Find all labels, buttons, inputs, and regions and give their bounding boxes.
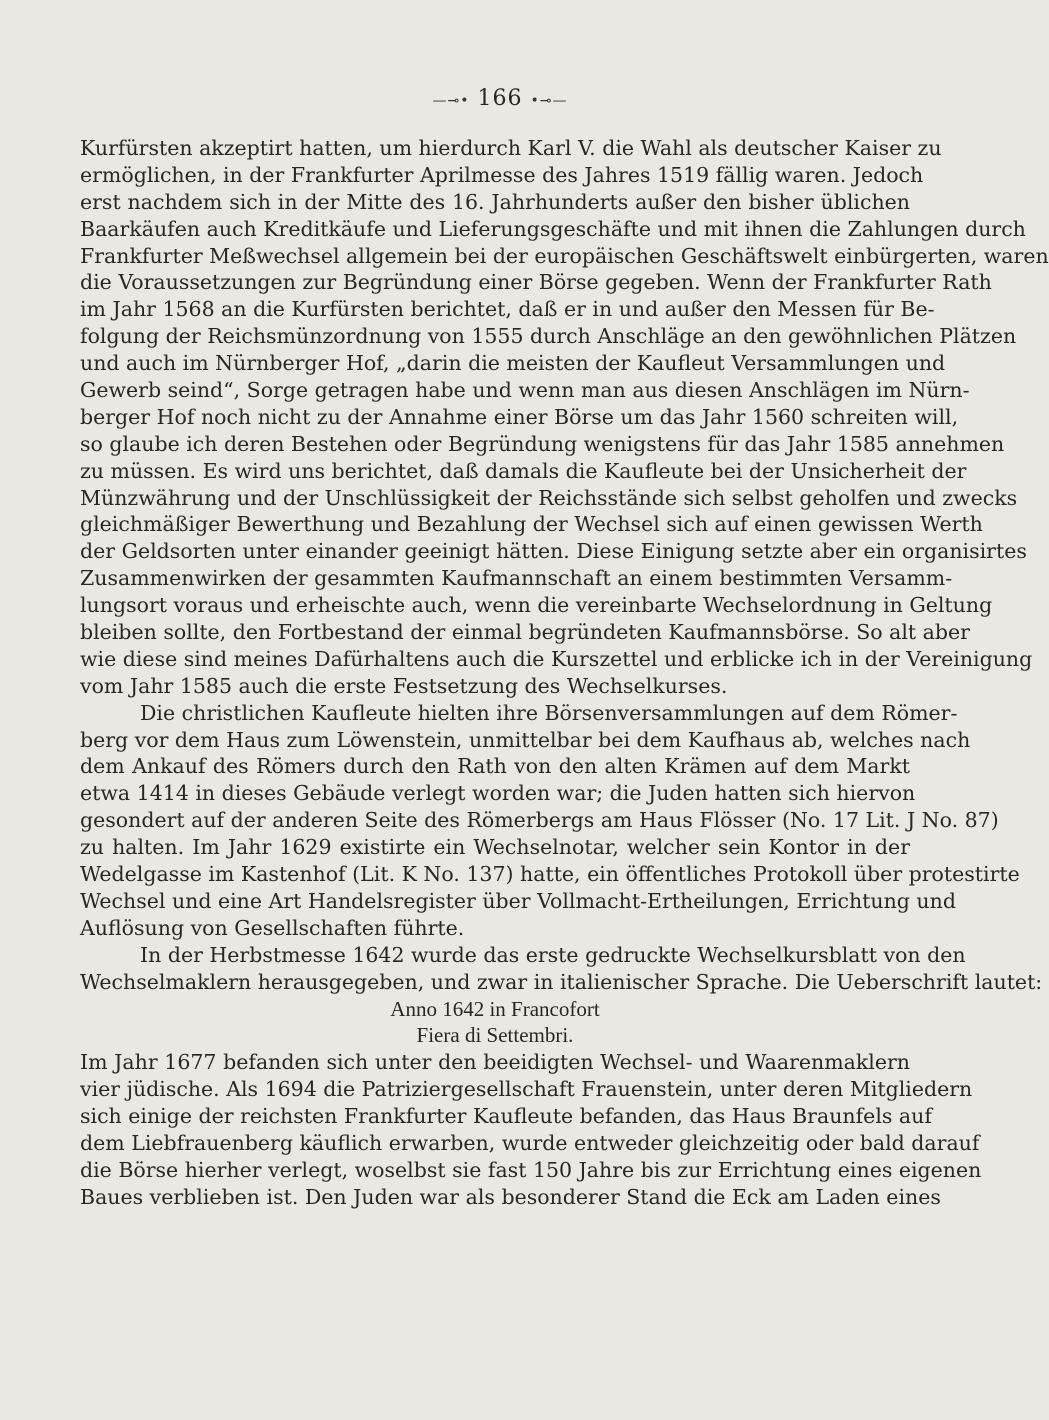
ornament-left-icon: —⊸•	[432, 93, 470, 109]
text-line: bleiben sollte, den Fortbestand der einmal begründeten Kaufmannsbörse. So alt aber	[80, 620, 970, 645]
text-line: dem Ankauf des Römers durch den Rath von den alten Krämen auf dem Markt	[80, 754, 910, 779]
heading-line: Anno 1642 in Francofort	[390, 996, 600, 1021]
text-line: Wedelgasse im Kastenhof (Lit. K No. 137) hatte, ein öffentliches Protokoll über protestirte	[80, 862, 1020, 887]
text-line: etwa 1414 in dieses Gebäude verlegt worden war; die Juden hatten sich hiervon	[80, 781, 916, 806]
text-line: so glaube ich deren Bestehen oder Begründung wenigstens für das Jahr 1585 annehmen	[80, 431, 1005, 456]
page-header	[0, 86, 1000, 111]
text-line: lungsort voraus und erheischte auch, wenn die vereinbarte Wechselordnung in Geltung	[80, 593, 993, 618]
text-line: Auflösung von Gesellschaften führte.	[80, 915, 465, 940]
text-line: und auch im Nürnberger Hof, „darin die meisten der Kaufleut Versammlungen und	[80, 351, 946, 376]
heading-line: Fiera di Settembri.	[416, 1023, 574, 1048]
text-line: In der Herbstmesse 1642 wurde das erste gedruckte Wechselkursblatt von den	[140, 942, 966, 967]
text-line: sich einige der reichsten Frankfurter Kaufleute befanden, das Haus Braunfels auf	[80, 1104, 932, 1129]
text-line: berger Hof noch nicht zu der Annahme einer Börse um das Jahr 1560 schreiten will,	[80, 404, 959, 429]
text-line: die Börse hierher verlegt, woselbst sie fast 150 Jahre bis zur Errichtung eines eigenen	[80, 1157, 982, 1182]
text-line: Wechselmaklern herausgegeben, und zwar in italienischer Sprache. Die Ueberschrift lautet:	[80, 969, 1043, 994]
text-line: vom Jahr 1585 auch die erste Festsetzung des Wechselkurses.	[80, 673, 728, 698]
text-line: vier jüdische. Als 1694 die Patriziergesellschaft Frauenstein, unter deren Mitgliedern	[80, 1077, 973, 1102]
text-line: Baarkäufen auch Kreditkäufe und Lieferungsgeschäfte und mit ihnen die Zahlungen durch	[80, 216, 1026, 241]
text-line: Zusammenwirken der gesammten Kaufmannschaft an einem bestimmten Versamm-	[80, 566, 953, 591]
text-line: dem Liebfrauenberg käuflich erwarben, wurde entweder gleichzeitig oder bald darauf	[80, 1130, 980, 1155]
text-line: Gewerb seind“, Sorge getragen habe und wenn man aus diesen Anschlägen im Nürn-	[80, 378, 970, 403]
text-line: zu müssen. Es wird uns berichtet, daß damals die Kaufleute bei der Unsicherheit der	[80, 458, 967, 483]
text-line: die Voraussetzungen zur Begründung einer Börse gegeben. Wenn der Frankfurter Rath	[80, 270, 992, 295]
text-line: erst nachdem sich in der Mitte des 16. Jahrhunderts außer den bisher üblichen	[80, 189, 910, 214]
text-line: Im Jahr 1677 befanden sich unter den beeidigten Wechsel- und Waarenmaklern	[80, 1050, 910, 1075]
text-line: berg vor dem Haus zum Löwenstein, unmittelbar bei dem Kaufhaus ab, welches nach	[80, 727, 971, 752]
text-line: zu halten. Im Jahr 1629 existirte ein Wechselnotar, welcher sein Kontor in der	[80, 835, 910, 860]
text-line: im Jahr 1568 an die Kurfürsten berichtet, daß er in und außer den Messen für Be-	[80, 297, 935, 322]
text-line: der Geldsorten unter einander geeinigt hätten. Diese Einigung setzte aber ein organisirtes	[80, 539, 1027, 564]
text-line: Kurfürsten akzeptirt hatten, um hierdurch Karl V. die Wahl als deutscher Kaiser zu	[80, 136, 942, 160]
text-line: Münzwährung und der Unschlüssigkeit der Reichsstände sich selbst geholfen und zwecks	[80, 485, 1018, 510]
text-line: gleichmäßiger Bewerthung und Bezahlung der Wechsel sich auf einen gewissen Werth	[80, 512, 983, 537]
text-line: Wechsel und eine Art Handelsregister über Vollmacht-Ertheilungen, Errichtung und	[80, 888, 956, 913]
body-text	[80, 135, 1049, 1211]
text-line: Baues verblieben ist. Den Juden war als besonderer Stand die Eck am Laden eines	[80, 1184, 941, 1209]
text-line: Die christlichen Kaufleute hielten ihre Börsenversammlungen auf dem Römer-	[140, 700, 958, 725]
text-line: folgung der Reichsmünzordnung von 1555 durch Anschläge an den gewöhnlichen Plätzen	[80, 324, 1017, 349]
page-number: 166	[477, 86, 523, 111]
text-line: ermöglichen, in der Frankfurter Aprilmesse des Jahres 1519 fällig waren. Jedoch	[80, 162, 924, 187]
text-line: wie diese sind meines Dafürhaltens auch die Kurszettel und erblicke ich in der Vereinigung	[80, 646, 1033, 671]
text-line: gesondert auf der anderen Seite des Römerbergs am Haus Flösser (No. 17 Lit. J No. 87)	[80, 808, 999, 833]
text-line: Frankfurter Meßwechsel allgemein bei der europäischen Geschäftswelt einbürgerten, waren	[80, 243, 1049, 268]
ornament-right-icon: •⊸—	[530, 93, 568, 109]
